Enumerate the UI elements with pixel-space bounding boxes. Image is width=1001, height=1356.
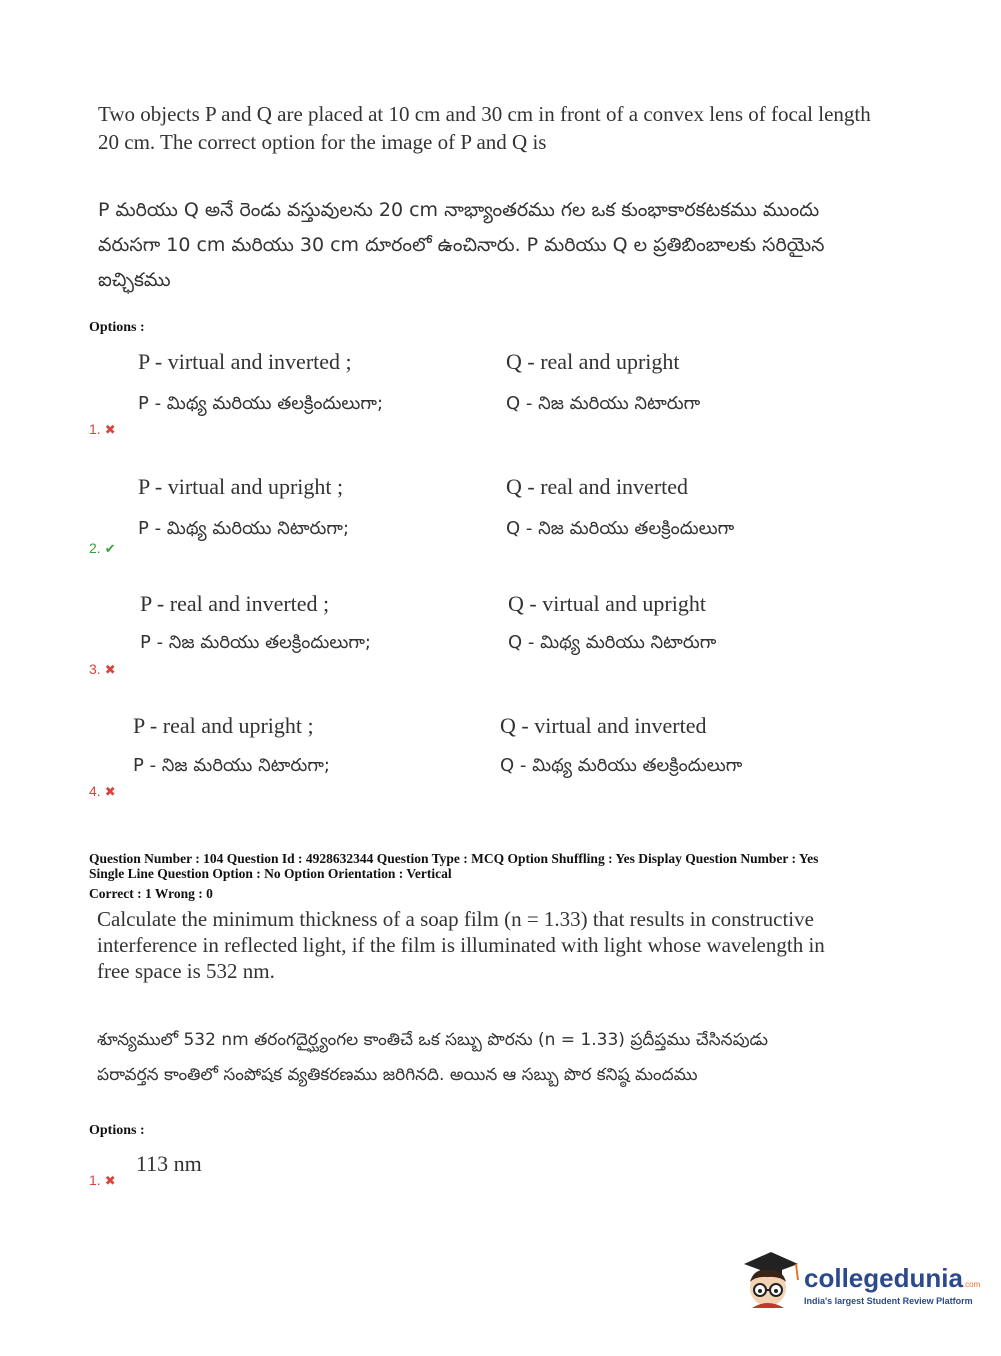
- option-1-p-en: P - virtual and inverted ;: [138, 349, 352, 374]
- options-label: Options :: [89, 1123, 145, 1138]
- option-3-p-en: P - real and inverted ;: [140, 591, 330, 616]
- q2-option-1-marker: [89, 1172, 116, 1189]
- option-2-q-te: Q - నిజ మరియు తలక్రిందులుగా: [506, 518, 735, 539]
- option-3-marker: [89, 661, 116, 678]
- option-4-marker: [89, 783, 116, 800]
- option-4-number: 4.: [89, 783, 101, 799]
- option-3-q-te: Q - మిథ్య మరియు నిటారుగా: [508, 632, 717, 653]
- option-1-marker: [89, 421, 116, 438]
- question-1-text-en-line-2: 20 cm. The correct option for the image of P and Q is: [98, 130, 547, 154]
- options-label: Options :: [89, 320, 145, 335]
- option-1-p-te: P - మిథ్య మరియు తలక్రిందులుగా;: [138, 393, 384, 414]
- q2-option-1-number: 1.: [89, 1172, 101, 1188]
- correct-check-icon: ✔: [104, 541, 116, 556]
- wrong-cross-icon: ✖: [104, 422, 116, 437]
- option-2-p-te: P - మిథ్య మరియు నిటారుగా;: [138, 518, 350, 539]
- question-2-meta-line-3: Correct : 1 Wrong : 0: [89, 886, 213, 901]
- wrong-cross-icon: ✖: [104, 662, 116, 677]
- option-1-q-te: Q - నిజ మరియు నిటారుగా: [506, 393, 701, 414]
- q2-option-1-text: 113 nm: [136, 1151, 202, 1176]
- logo-brand: collegedunia: [804, 1263, 963, 1293]
- option-2-p-en: P - virtual and upright ;: [138, 474, 344, 499]
- mascot-logo-icon: [740, 1250, 802, 1312]
- question-2-text-en-line-2: interference in reflected light, if the film is illuminated with light whose wavelength in: [97, 933, 825, 957]
- option-1-number: 1.: [89, 421, 101, 437]
- question-2-text-en-line-1: Calculate the minimum thickness of a soap film (n = 1.33) that results in constructive: [97, 907, 814, 931]
- question-1-text-te-line-3: ఐచ్ఛికము: [98, 269, 171, 291]
- wrong-cross-icon: ✖: [104, 1173, 116, 1188]
- wrong-cross-icon: ✖: [104, 784, 116, 799]
- option-2-marker: [89, 540, 116, 557]
- question-1-text-te-line-1: P మరియు Q అనే రెండు వస్తువులను 20 cm నాభ్యాంతరము గల ఒక కుంభాకారకటకము ముందు: [98, 199, 820, 221]
- question-2-text-te-line-1: శూన్యములో 532 nm తరంగదైర్ఘ్యంగల కాంతిచే ఒక సబ్బు పొరను (n = 1.33) ప్రదీప్తము చేసినపుడు: [97, 1030, 768, 1050]
- question-1-text-en-line-1: Two objects P and Q are placed at 10 cm and 30 cm in front of a convex lens of focal length: [98, 102, 871, 126]
- logo-suffix: .com: [962, 1280, 981, 1289]
- option-3-p-te: P - నిజ మరియు తలక్రిందులుగా;: [140, 632, 371, 653]
- option-1-q-en: Q - real and upright: [506, 349, 680, 374]
- option-4-q-en: Q - virtual and inverted: [500, 713, 707, 738]
- question-2-text-te-line-2: పరావర్తన కాంతిలో సంపోషక వ్యతికరణము జరిగినది. అయిన ఆ సబ్బు పొర కనిష్ఠ మందము: [97, 1065, 698, 1085]
- option-4-p-en: P - real and upright ;: [133, 713, 314, 738]
- option-2-q-en: Q - real and inverted: [506, 474, 689, 499]
- option-4-q-te: Q - మిథ్య మరియు తలక్రిందులుగా: [500, 755, 743, 776]
- option-3-q-en: Q - virtual and upright: [508, 591, 706, 616]
- question-2-meta-line-1: Question Number : 104 Question Id : 4928632344 Question Type : MCQ Option Shuffling : Yes Display Question Number : Yes: [89, 851, 819, 866]
- option-4-p-te: P - నిజ మరియు నిటారుగా;: [133, 755, 330, 776]
- question-2-meta-line-2: Single Line Question Option : No Option Orientation : Vertical: [89, 866, 452, 881]
- option-2-number: 2.: [89, 540, 101, 556]
- question-2-text-en-line-3: free space is 532 nm.: [97, 959, 275, 983]
- logo-wordmark: [804, 1263, 980, 1294]
- option-3-number: 3.: [89, 661, 101, 677]
- question-1-text-te-line-2: వరుసగా 10 cm మరియు 30 cm దూరంలో ఉంచినారు. P మరియు Q ల ప్రతిబింబాలకు సరియైన: [98, 234, 825, 256]
- logo-tagline: India's largest Student Review Platform: [804, 1296, 973, 1306]
